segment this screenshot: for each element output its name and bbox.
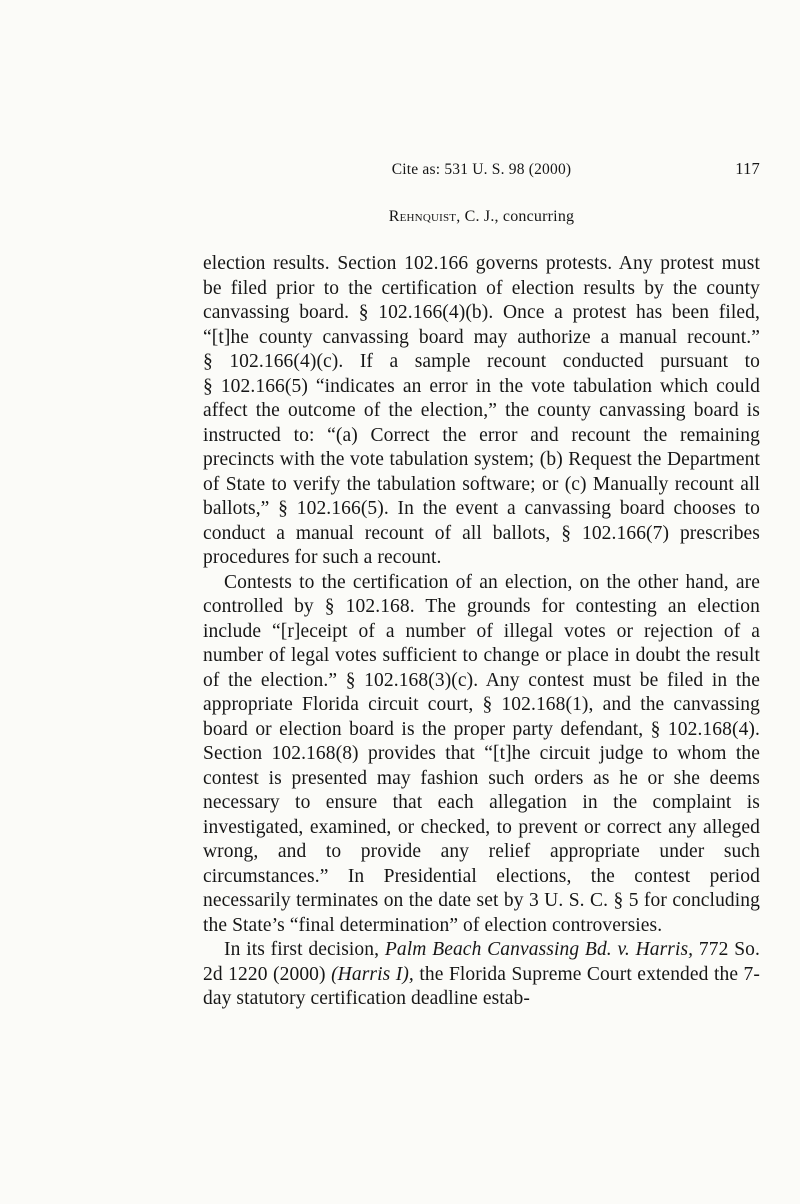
text-segment: election results. Section 102.166 governs protests. Any protest must be filed prior to the certification of election results by the county canvassing board. § 102.166(4)(b). Once a protest has been filed, “[t]he county canvassing board may authorize a manual recount.” § 102.166(4)(c). If a sample recount conducted pursuant to § 102.166(5) “indicates an error in the vote tabulation which could affect the outcome of the election,” the county canvassing board is instructed to: “(a) Correct the error and recount the remaining precincts with the vote tabulation system; (b) Request the Department of State to verify the tabulation software; or (c) Manually recount all ballots,” § 102.166(5). In the event a canvassing board chooses to conduct a manual recount of all ballots, § 102.166(7) prescribes procedures for such a recount. (203, 253, 760, 568)
opinion-type-label: , C. J., concurring (456, 208, 575, 225)
body-text (203, 252, 760, 1012)
paragraph (203, 252, 760, 571)
text-segment: Contests to the certification of an election, on the other hand, are controlled by § 102.168. The grounds for contesting an election include “[r]eceipt of a number of illegal votes or rejection of a number of legal votes sufficient to change or place in doubt the result of the election.” § 102.168(3)(c). Any contest must be filed in the appropriate Florida circuit court, § 102.168(1), and the canvassing board or election board is the proper party defendant, § 102.168(4). Section 102.168(8) provides that “[t]he circuit judge to whom the contest is presented may fashion such orders as he or she deems necessary to ensure that each allegation in the complaint is investigated, examined, or checked, to prevent or correct any alleged wrong, and to provide any relief appropriate under such circumstances.” In Presidential elections, the contest period necessarily terminates on the date set by 3 U. S. C. § 5 for concluding the State’s “final determination” of election controversies. (203, 571, 760, 936)
case-citation-italic: Palm Beach Canvassing Bd. v. Harris, (384, 939, 694, 960)
justice-name: Rehnquist (388, 208, 457, 225)
case-citation-italic: (Harris I), (331, 963, 414, 985)
text-segment: the Florida Supreme Court extended the 7-day statutory certification deadline estab- (203, 963, 760, 1009)
opinion-heading (203, 207, 760, 226)
paragraph (203, 938, 760, 1012)
running-head (203, 161, 760, 179)
text-segment: In its first decision, (224, 939, 385, 960)
page-number: 117 (735, 159, 760, 178)
text-segment: 772 So. 2d 1220 (2000) (203, 939, 760, 985)
text-column (203, 161, 760, 1012)
paragraph (203, 571, 760, 939)
citation-header: Cite as: 531 U. S. 98 (2000) (391, 161, 572, 178)
